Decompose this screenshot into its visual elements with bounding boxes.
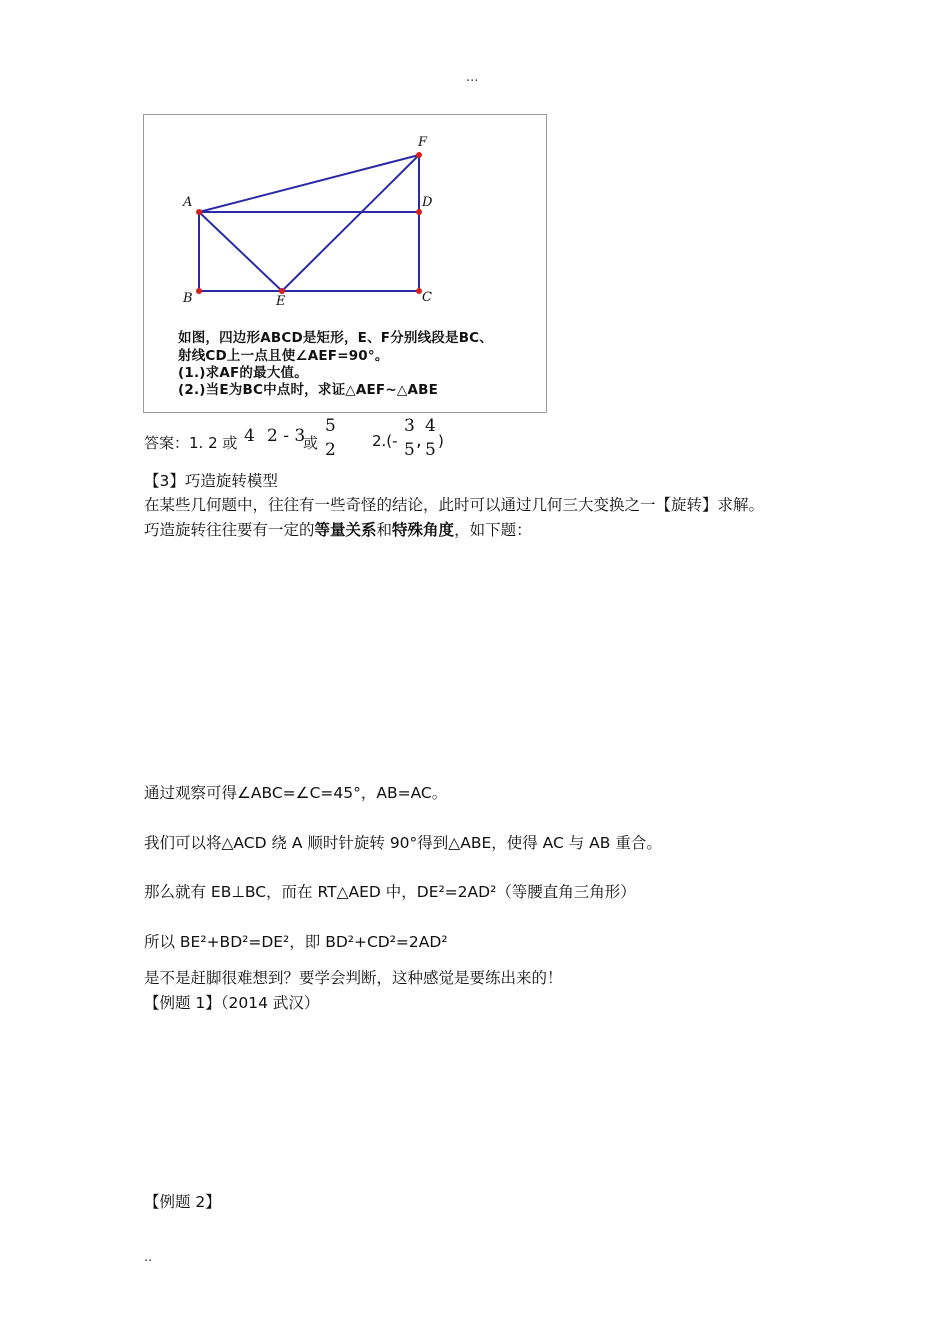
figure-problem-line-4: (2.)当E为BC中点时，求证△AEF~△ABE <box>178 382 439 398</box>
answer-part2-prefix: 2.(- <box>372 432 398 450</box>
segment-ae <box>199 212 282 291</box>
label-f: F <box>418 135 428 150</box>
answer-value-2: 2 - 3 <box>267 426 306 446</box>
label-b: B <box>183 291 193 306</box>
intro2-text-e: ，如下题： <box>454 521 532 539</box>
intro2-bold-special-angle: 特殊角度 <box>392 521 455 539</box>
intro2-text-a: 巧造旋转往往要有一定的 <box>144 521 315 539</box>
answer-point-y-denominator: 5 <box>425 440 436 460</box>
example-1-heading: 【例题 1】（2014 武汉） <box>144 994 320 1012</box>
point-f <box>416 152 422 158</box>
answer-label: 答案：1. 2 或 <box>144 434 238 452</box>
figure-problem-line-2: 射线CD上一点且使∠AEF=90°。 <box>178 348 389 364</box>
intro2-text-c: 和 <box>376 521 393 539</box>
label-a: A <box>183 195 193 210</box>
figure-problem-line-3: (1.)求AF的最大值。 <box>178 365 308 381</box>
intro2-bold-equal-relation: 等量关系 <box>314 521 377 539</box>
answer-fraction-denominator: 2 <box>325 440 336 460</box>
section-title: 【3】巧造旋转模型 <box>144 472 278 490</box>
point-b <box>196 288 202 294</box>
page-footer-mark: .. <box>144 1250 153 1265</box>
section-intro-1: 在某些几何题中，往往有一些奇怪的结论，此时可以通过几何三大变换之一【旋转】求解。 <box>144 496 765 514</box>
body-line-4: 所以 BE²+BD²=DE²，即 BD²+CD²=2AD² <box>144 933 448 951</box>
answer-comma: , <box>416 430 422 451</box>
geometry-figure <box>143 114 547 413</box>
answer-close-paren: ) <box>438 432 444 450</box>
segment-af <box>199 155 419 212</box>
body-line-3: 那么就有 EB⊥BC，而在 RT△AED 中，DE²=2AD²（等腰直角三角形） <box>144 883 636 901</box>
label-d: D <box>422 195 433 210</box>
section-intro-2 <box>144 518 532 540</box>
label-c: C <box>422 290 432 305</box>
answer-fraction-numerator: 5 <box>325 416 336 436</box>
body-line-2: 我们可以将△ACD 绕 A 顺时针旋转 90°得到△ABE，使得 AC 与 AB 重合。 <box>144 834 662 852</box>
answer-point-x-denominator: 5 <box>404 440 415 460</box>
segment-ef <box>282 155 419 291</box>
answer-point-y-numerator: 4 <box>425 416 436 436</box>
figure-problem-line-1: 如图，四边形ABCD是矩形，E、F分别线段是BC、 <box>178 330 493 346</box>
body-line-5: 是不是赶脚很难想到？要学会判断，这种感觉是要练出来的！ <box>144 969 563 987</box>
answer-line <box>144 416 564 464</box>
answer-or: 或 <box>303 434 319 452</box>
answer-value-1: 4 <box>244 426 255 446</box>
body-line-1: 通过观察可得∠ABC=∠C=45°，AB=AC。 <box>144 784 448 802</box>
example-2-heading: 【例题 2】 <box>144 1193 221 1211</box>
label-e: E <box>276 294 286 309</box>
page-header-mark: ... <box>466 70 479 85</box>
point-a <box>196 209 202 215</box>
answer-point-x-numerator: 3 <box>404 416 415 436</box>
